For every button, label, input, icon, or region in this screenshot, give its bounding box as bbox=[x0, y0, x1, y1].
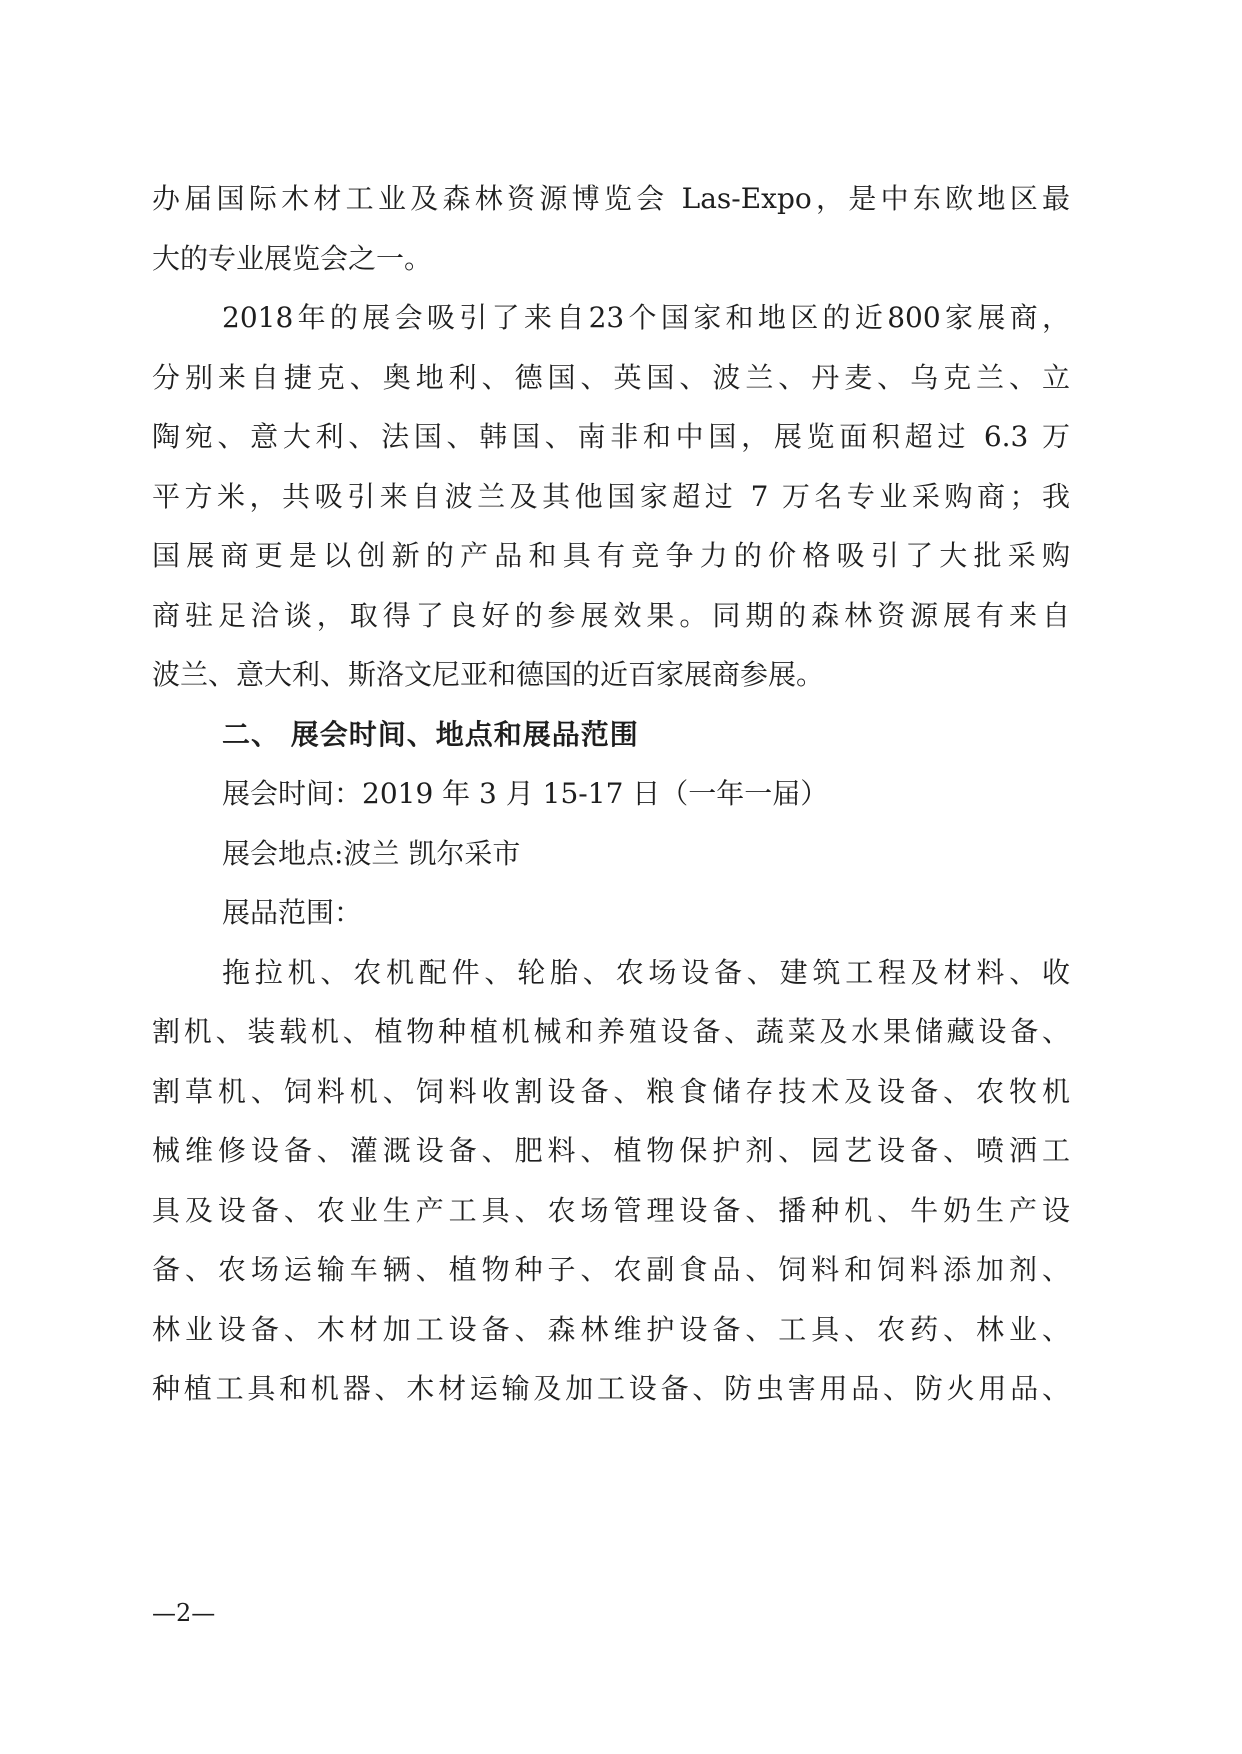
text-line: 办届国际木材工业及森林资源博览会 Las-Expo，是中东欧地区最 bbox=[152, 182, 1070, 215]
text-line: 国展商更是以创新的产品和具有竞争力的价格吸引了大批采购 bbox=[152, 539, 1070, 572]
text-line: 割机、装载机、植物种植机械和养殖设备、蔬菜及水果储藏设备、 bbox=[152, 1015, 1070, 1048]
text-line: 拖拉机、农机配件、轮胎、农场设备、建筑工程及材料、收 bbox=[222, 955, 1070, 989]
text-line: 波兰、意大利、斯洛文尼亚和德国的近百家展商参展。 bbox=[152, 658, 825, 691]
text-line: 种植工具和机器、木材运输及加工设备、防虫害用品、防火用品、 bbox=[152, 1372, 1070, 1405]
text-line: 具及设备、农业生产工具、农场管理设备、播种机、牛奶生产设 bbox=[152, 1193, 1070, 1227]
text-line: 割草机、饲料机、饲料收割设备、粮食储存技术及设备、农牧机 bbox=[152, 1074, 1070, 1108]
exhibition-time: 展会时间：2019 年 3 月 15-17 日（一年一届） bbox=[222, 777, 829, 810]
exhibit-scope-label: 展品范围： bbox=[222, 896, 363, 929]
text-line: 平方米，共吸引来自波兰及其他国家超过 7 万名专业采购商；我 bbox=[152, 479, 1070, 513]
text-line: 备、农场运输车辆、植物种子、农副食品、饲料和饲料添加剂、 bbox=[152, 1253, 1070, 1286]
text-line: 2018年的展会吸引了来自23个国家和地区的近800家展商， bbox=[222, 301, 1070, 334]
text-line: 商驻足洽谈，取得了良好的参展效果。同期的森林资源展有来自 bbox=[152, 598, 1070, 632]
text-line: 陶宛、意大利、法国、韩国、南非和中国，展览面积超过 6.3 万 bbox=[152, 420, 1070, 453]
page-number: —2— bbox=[152, 1599, 216, 1627]
text-line: 林业设备、木材加工设备、森林维护设备、工具、农药、林业、 bbox=[152, 1312, 1070, 1346]
text-line: 械维修设备、灌溉设备、肥料、植物保护剂、园艺设备、喷洒工 bbox=[152, 1134, 1070, 1167]
section-heading: 二、 展会时间、地点和展品范围 bbox=[222, 717, 639, 751]
text-line: 大的专业展览会之一。 bbox=[152, 241, 433, 275]
document-body bbox=[152, 174, 1070, 1424]
text-line: 分别来自捷克、奥地利、德国、英国、波兰、丹麦、乌克兰、立 bbox=[152, 360, 1070, 394]
exhibition-location: 展会地点:波兰 凯尔采市 bbox=[222, 836, 521, 870]
